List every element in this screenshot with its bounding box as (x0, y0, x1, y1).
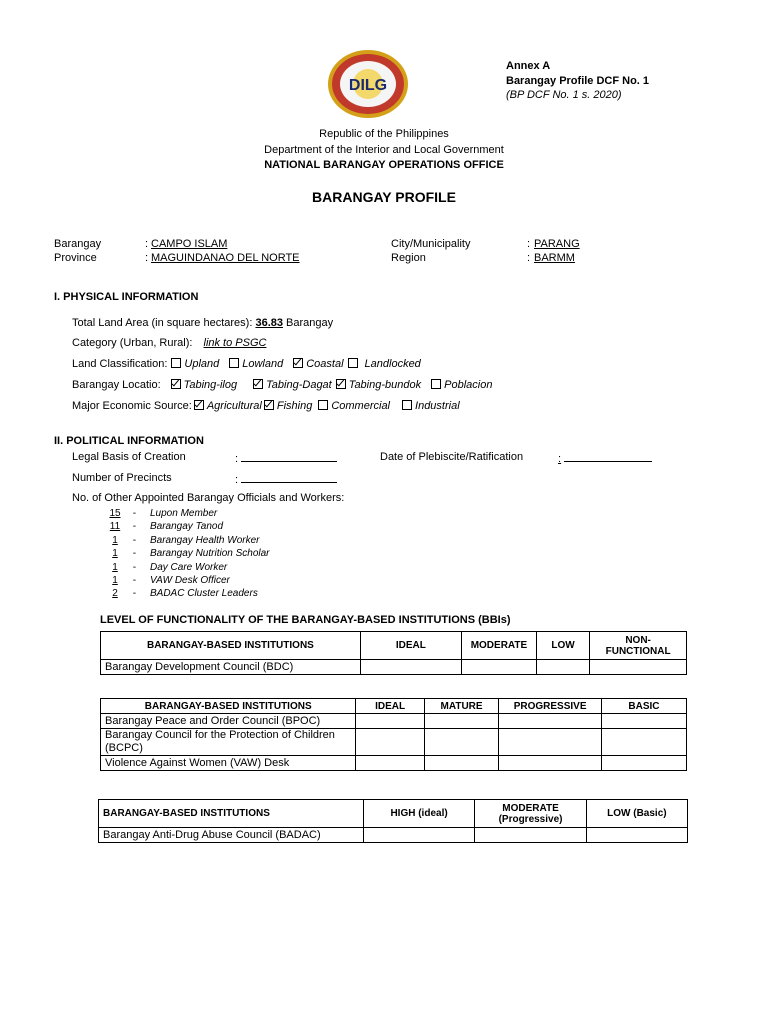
official-role: VAW Desk Officer (150, 575, 230, 587)
land-area-suffix: Barangay (286, 317, 334, 329)
official-count: 1 (112, 561, 118, 573)
institution-cell: Barangay Peace and Order Council (BPOC) (101, 714, 356, 729)
option-tabing-ilog: Tabing-ilog (183, 379, 238, 391)
rating-cell[interactable] (424, 756, 499, 771)
option-upland: Upland (184, 358, 220, 370)
land-area-value: 36.83 (255, 317, 283, 329)
rating-cell[interactable] (363, 828, 474, 843)
official-row: 1 - VAW Desk Officer (100, 574, 270, 587)
region-value: BARMM (534, 252, 575, 264)
rating-cell[interactable] (424, 729, 499, 756)
table-row (101, 714, 687, 729)
checkbox-landlocked[interactable] (348, 358, 358, 368)
dilg-seal-logo (326, 48, 410, 120)
category-row (72, 337, 266, 349)
table-row (101, 756, 687, 771)
checkbox-upland[interactable] (171, 358, 181, 368)
rating-cell[interactable] (356, 729, 424, 756)
dcf-subtitle: (BP DCF No. 1 s. 2020) (506, 89, 622, 101)
checkbox-tabing-bundok[interactable] (336, 379, 346, 389)
table-row (99, 828, 688, 843)
location-label: Barangay Locatio: (72, 379, 161, 391)
land-class-row (72, 358, 421, 370)
rating-cell[interactable] (424, 714, 499, 729)
rating-cell[interactable] (475, 828, 586, 843)
rating-cell[interactable] (461, 660, 536, 675)
rating-cell[interactable] (601, 756, 686, 771)
table-header: BARANGAY-BASED INSTITUTIONS (101, 632, 361, 660)
official-role: Day Care Worker (150, 561, 228, 573)
table-header: MODERATE (461, 632, 536, 660)
bbi-heading: LEVEL OF FUNCTIONALITY OF THE BARANGAY-BASED INSTITUTIONS (BBIs) (100, 614, 511, 626)
land-class-label: Land Classification: (72, 358, 168, 370)
option-industrial: Industrial (415, 400, 460, 412)
bbi-table-peace-order (100, 698, 687, 771)
option-tabing-dagat: Tabing-Dagat (266, 379, 332, 391)
city-value: PARANG (534, 238, 580, 250)
option-coastal: Coastal (306, 358, 344, 370)
option-fishing: Fishing (276, 400, 313, 412)
rating-cell[interactable] (601, 729, 686, 756)
region-colon: : (527, 252, 531, 264)
precincts-field[interactable]: : (235, 472, 337, 486)
rating-cell[interactable] (601, 714, 686, 729)
table-header: BARANGAY-BASED INSTITUTIONS (101, 699, 356, 714)
economic-row (72, 400, 460, 412)
checkbox-coastal[interactable] (293, 358, 303, 368)
table-header: MATURE (424, 699, 499, 714)
page-title: BARANGAY PROFILE (312, 189, 456, 205)
official-role: Barangay Health Worker (150, 534, 260, 546)
checkbox-agricultural[interactable] (194, 400, 204, 410)
table-header: MODERATE (Progressive) (475, 800, 586, 828)
category-label: Category (Urban, Rural): (72, 337, 193, 349)
category-link[interactable]: link to PSGC (203, 337, 267, 349)
official-role: Barangay Tanod (150, 521, 224, 533)
location-row (72, 379, 492, 391)
official-count: 1 (112, 534, 118, 546)
rating-cell[interactable] (356, 756, 424, 771)
legal-basis-label: Legal Basis of Creation (72, 451, 186, 463)
option-landlocked: Landlocked (364, 358, 421, 370)
institution-cell: Barangay Anti-Drug Abuse Council (BADAC) (99, 828, 364, 843)
dcf-title: Barangay Profile DCF No. 1 (506, 75, 650, 87)
table-header: IDEAL (360, 632, 461, 660)
republic-line: Republic of the Philippines (319, 128, 449, 140)
checkbox-lowland[interactable] (229, 358, 239, 368)
official-role: Barangay Nutrition Scholar (150, 548, 270, 560)
official-row: 15 - Lupon Member (100, 507, 270, 520)
checkbox-tabing-dagat[interactable] (253, 379, 263, 389)
official-count: 15 (109, 508, 121, 519)
land-area-row (72, 317, 333, 329)
table-row (101, 660, 687, 675)
option-agricultural: Agricultural (206, 400, 262, 412)
official-row: 1 - Day Care Worker (100, 561, 270, 574)
officials-list (100, 507, 270, 601)
rating-cell[interactable] (360, 660, 461, 675)
official-row: 11 - Barangay Tanod (100, 520, 270, 533)
plebiscite-label: Date of Plebiscite/Ratification (380, 451, 524, 463)
bbi-table-bdc (100, 631, 687, 675)
table-row (101, 729, 687, 756)
region-label: Region (391, 252, 426, 264)
option-lowland: Lowland (242, 358, 284, 370)
legal-basis-field[interactable]: : (235, 451, 337, 465)
precincts-label: Number of Precincts (72, 472, 172, 484)
rating-cell[interactable] (499, 756, 602, 771)
official-count: 1 (112, 548, 118, 560)
official-count: 11 (109, 521, 121, 533)
rating-cell[interactable] (499, 714, 602, 729)
institution-cell: Barangay Council for the Protection of Children (BCPC) (101, 729, 356, 756)
checkbox-commercial[interactable] (318, 400, 328, 410)
official-count: 1 (112, 575, 118, 587)
province-colon: : (145, 252, 149, 264)
official-role: Lupon Member (150, 508, 218, 519)
official-role: BADAC Cluster Leaders (150, 588, 258, 600)
table-header: LOW (536, 632, 589, 660)
rating-cell[interactable] (356, 714, 424, 729)
barangay-colon: : (145, 238, 149, 250)
institution-cell: Violence Against Women (VAW) Desk (101, 756, 356, 771)
rating-cell[interactable] (499, 729, 602, 756)
province-value: MAGUINDANAO DEL NORTE (151, 252, 300, 264)
rating-cell[interactable] (536, 660, 589, 675)
option-commercial: Commercial (331, 400, 391, 412)
svg-text:DILG: DILG (348, 77, 388, 94)
city-label: City/Municipality (391, 238, 471, 250)
department-line: Department of the Interior and Local Government (264, 144, 504, 156)
table-header: NON-FUNCTIONAL (590, 632, 687, 660)
table-header: HIGH (ideal) (363, 800, 474, 828)
official-row: 1 - Barangay Nutrition Scholar (100, 547, 270, 560)
bbi-table-badac (98, 799, 688, 843)
checkbox-poblacion[interactable] (431, 379, 441, 389)
table-header: LOW (Basic) (586, 800, 687, 828)
rating-cell[interactable] (586, 828, 687, 843)
checkbox-tabing-ilog[interactable] (171, 379, 181, 389)
political-heading: II. POLITICAL INFORMATION (54, 435, 204, 447)
plebiscite-field[interactable]: : (558, 451, 652, 465)
office-line: NATIONAL BARANGAY OPERATIONS OFFICE (264, 159, 504, 171)
physical-heading: I. PHYSICAL INFORMATION (54, 291, 199, 303)
economic-label: Major Economic Source: (72, 400, 192, 412)
table-header: IDEAL (356, 699, 424, 714)
official-count: 2 (112, 588, 118, 600)
official-row: 1 - Barangay Health Worker (100, 534, 270, 547)
institution-cell: Barangay Development Council (BDC) (101, 660, 361, 675)
checkbox-fishing[interactable] (264, 400, 274, 410)
table-header: BARANGAY-BASED INSTITUTIONS (99, 800, 364, 828)
barangay-label: Barangay (54, 238, 102, 250)
province-label: Province (54, 252, 97, 264)
checkbox-industrial[interactable] (402, 400, 412, 410)
land-area-label: Total Land Area (in square hectares): (72, 317, 253, 329)
city-colon: : (527, 238, 531, 250)
option-poblacion: Poblacion (444, 379, 493, 391)
table-header: BASIC (601, 699, 686, 714)
barangay-value: CAMPO ISLAM (151, 238, 228, 250)
official-row: 2 - BADAC Cluster Leaders (100, 587, 270, 600)
option-tabing-bundok: Tabing-bundok (348, 379, 422, 391)
annex-label: Annex A (506, 60, 551, 72)
officials-label: No. of Other Appointed Barangay Officials and Workers: (72, 492, 345, 504)
rating-cell[interactable] (590, 660, 687, 675)
table-header: PROGRESSIVE (499, 699, 602, 714)
